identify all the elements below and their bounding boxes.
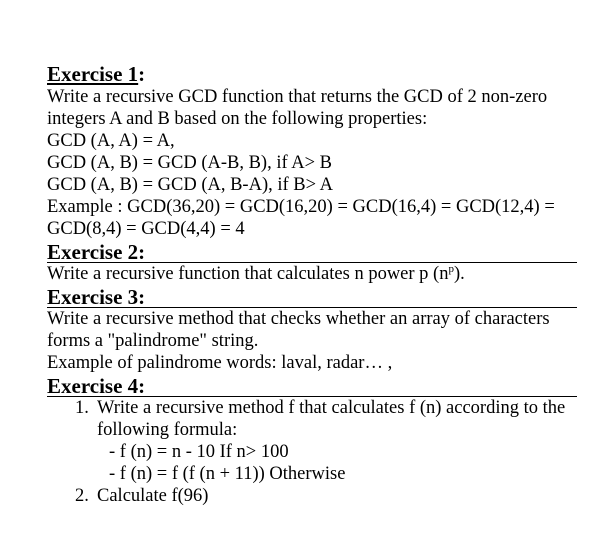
exercise-2-superscript: p	[448, 262, 454, 275]
exercise-2	[47, 240, 577, 285]
exercise-1-line-1: Write a recursive GCD function that returns the GCD of 2 non-zero	[47, 87, 548, 107]
list-number-1: 1.	[75, 398, 89, 418]
exercise-2-text: Write a recursive function that calculates n power p (n	[47, 264, 449, 284]
exercise-4-list	[75, 397, 577, 507]
document-content	[47, 62, 587, 507]
exercise-4-title: Exercise 4:	[47, 374, 146, 398]
exercise-3	[47, 285, 577, 374]
exercise-3-title: Exercise 3:	[47, 285, 146, 309]
exercise-1-title: Exercise 1	[47, 62, 139, 86]
exercise-4	[47, 374, 577, 507]
exercise-4-item-1-line-1: Write a recursive method f that calculates f (n) according to the	[97, 398, 566, 418]
formula-line-2: - f (n) = f (f (n + 11)) Otherwise	[109, 464, 346, 484]
exercise-1-line-5: GCD (A, B) = GCD (A, B-A), if B> A	[47, 175, 334, 195]
exercise-1-line-6: Example : GCD(36,20) = GCD(16,20) = GCD(16,4) = GCD(12,4) =	[47, 197, 555, 217]
exercise-4-item-1-line-2: following formula:	[97, 420, 238, 440]
formula-line-1: - f (n) = n - 10 If n> 100	[109, 442, 289, 462]
exercise-4-item-2-text: Calculate f(96)	[97, 486, 209, 506]
exercise-1-line-2: integers A and B based on the following properties:	[47, 109, 428, 129]
exercise-3-line-1: Write a recursive method that checks whether an array of characters	[47, 309, 550, 329]
exercise-4-item-2	[75, 485, 577, 507]
exercise-2-line	[47, 263, 577, 285]
exercise-1-heading	[47, 62, 145, 86]
exercise-3-line-2: forms a "palindrome" string.	[47, 331, 259, 351]
list-number-2: 2.	[75, 486, 89, 506]
exercise-1-line-4: GCD (A, B) = GCD (A-B, B), if A> B	[47, 153, 333, 173]
exercise-2-text-end: ).	[453, 264, 465, 284]
exercise-4-item-1	[75, 397, 577, 485]
exercise-2-title: Exercise 2:	[47, 240, 146, 264]
exercise-1-line-7: GCD(8,4) = GCD(4,4) = 4	[47, 219, 245, 239]
exercise-3-line-3: Example of palindrome words: laval, radar… ,	[47, 353, 393, 373]
exercise-1	[47, 62, 587, 240]
exercise-1-line-3: GCD (A, A) = A,	[47, 131, 175, 151]
exercise-1-colon: :	[138, 62, 146, 86]
